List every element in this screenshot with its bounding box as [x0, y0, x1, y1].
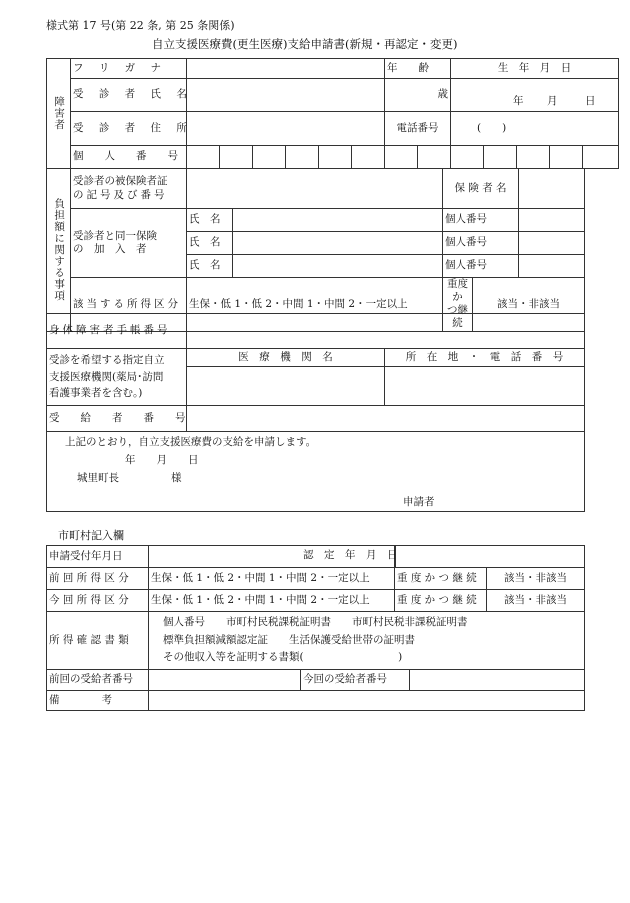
member-name-label: 氏 名: [187, 232, 233, 255]
furigana-label: フ リ ガ ナ: [71, 59, 187, 79]
member-mynumber-field[interactable]: [519, 209, 585, 232]
techo-label: 身体障害者手帳番号: [47, 314, 187, 349]
mynumber-digit[interactable]: [517, 146, 550, 169]
same-insurance-label: [71, 209, 187, 278]
declaration-to: 城里町長: [77, 472, 119, 484]
recipient-number-label: 受 給 者 番 号: [47, 406, 187, 432]
same-line1: 受診者と同一保険: [73, 229, 157, 242]
application-table: [46, 58, 619, 169]
member-mynumber-field[interactable]: [519, 232, 585, 255]
municipal-table: [46, 545, 585, 711]
member-mynumber-label: 個人番号: [443, 209, 519, 232]
income-docs-label: 所 得 確 認 書 類: [47, 612, 149, 670]
member-mynumber-field[interactable]: [519, 255, 585, 278]
income-category-options[interactable]: 生保・低 1・低 2・中間 1・中間 2・一定以上: [187, 278, 443, 332]
member-name-field[interactable]: [233, 209, 443, 232]
curr-income-label: 今 回 所 得 区 分: [47, 590, 149, 612]
mynumber-digit[interactable]: [319, 146, 352, 169]
declaration-date[interactable]: 年 月 日: [125, 454, 199, 466]
prev-severe-options[interactable]: 該当・非該当: [487, 568, 585, 590]
birthdate-label: 生 年 月 日: [451, 59, 619, 79]
mynumber-digit[interactable]: [484, 146, 517, 169]
mynumber-digit[interactable]: [583, 146, 619, 169]
member-name-field[interactable]: [233, 232, 443, 255]
birthdate-field[interactable]: [451, 79, 619, 112]
remarks-field[interactable]: [149, 691, 585, 711]
declaration-sama: 様: [171, 472, 182, 484]
birth-year: 年: [513, 95, 524, 107]
mynumber-digit[interactable]: [286, 146, 319, 169]
member-mynumber-label: 個人番号: [443, 232, 519, 255]
patient-address-label: 受 診 者 住 所: [71, 112, 187, 146]
mynumber-digit[interactable]: [385, 146, 418, 169]
facility-table: [46, 313, 585, 512]
mynumber-digit[interactable]: [187, 146, 220, 169]
insurer-field[interactable]: [519, 169, 585, 209]
mynumber-digit[interactable]: [253, 146, 286, 169]
prev-income-options[interactable]: 生保・低 1・低 2・中間 1・中間 2・一定以上: [149, 568, 395, 590]
approved-divider: [395, 545, 396, 567]
phone-paren: ( ): [477, 121, 507, 134]
mynumber-digit[interactable]: [352, 146, 385, 169]
prev-recipient-no-field[interactable]: [149, 670, 301, 691]
birth-day: 日: [585, 95, 596, 107]
facility-line1: 受診を希望する指定自立: [49, 353, 165, 366]
birth-month: 月: [547, 95, 558, 107]
income-docs-list[interactable]: [149, 612, 585, 670]
insured-line1: 受診者の被保険者証: [73, 175, 168, 188]
patient-section-label: 障害者: [47, 59, 71, 169]
curr-recipient-no-label: 今回の受給者番号: [303, 673, 387, 686]
member-name-field[interactable]: [233, 255, 443, 278]
facility-name-header: 医 療 機 関 名: [187, 349, 385, 367]
curr-severe-options[interactable]: 該当・非該当: [487, 590, 585, 612]
member-name-label: 氏 名: [187, 209, 233, 232]
age-field[interactable]: 歳: [385, 79, 451, 112]
divider: [409, 670, 410, 690]
phone-label: 電話番号: [385, 112, 451, 146]
facility-address-field[interactable]: [385, 367, 585, 406]
facility-label: [47, 349, 187, 406]
patient-address-field[interactable]: [187, 112, 385, 146]
mynumber-digit[interactable]: [418, 146, 451, 169]
insurer-label: 保 険 者 名: [443, 169, 519, 209]
same-line2: の 加 入 者: [73, 243, 147, 255]
received-date-label: 申請受付年月日: [47, 546, 149, 568]
furigana-field[interactable]: [187, 59, 385, 79]
income-category-label: 該当する所得区分: [71, 278, 187, 332]
insured-card-field[interactable]: [187, 169, 443, 209]
patient-name-field[interactable]: [187, 79, 385, 112]
docs-line1: 個人番号 市町村民税課税証明書 市町村民税非課税証明書: [163, 615, 468, 628]
municipal-heading: 市町村記入欄: [58, 529, 124, 542]
severe-applicable-options[interactable]: 該当・非該当: [473, 278, 585, 332]
curr-income-options[interactable]: 生保・低 1・低 2・中間 1・中間 2・一定以上: [149, 590, 395, 612]
facility-address-header: 所 在 地 ・ 電 話 番 号: [385, 349, 585, 367]
declaration-box: [47, 432, 585, 512]
member-name-label: 氏 名: [187, 255, 233, 278]
mynumber-digit[interactable]: [451, 146, 484, 169]
severe-line1: 重度か: [447, 278, 469, 304]
mynumber-digit[interactable]: [550, 146, 583, 169]
mynumber-digit[interactable]: [220, 146, 253, 169]
docs-line3: その他収入等を証明する書類( ): [163, 651, 403, 664]
facility-line2: 支援医療機関(薬局･訪問: [49, 370, 164, 383]
facility-line3: 看護事業者を含む。): [49, 387, 143, 400]
severe-line2: つ継続: [447, 304, 469, 330]
prev-income-label: 前 回 所 得 区 分: [47, 568, 149, 590]
burden-section-label: 負担額に関する事項: [47, 169, 71, 332]
curr-severe-label: 重 度 か つ 継 続: [395, 590, 487, 612]
burden-table: [46, 168, 585, 332]
docs-line2: 標準負担額減額認定証 生活保護受給世帯の証明書: [163, 633, 415, 646]
mynumber-label: 個 人 番 号: [71, 146, 187, 169]
approved-date-text: 認 定 年 月 日: [303, 549, 398, 561]
prev-severe-label: 重 度 か つ 継 続: [395, 568, 487, 590]
insured-card-label: [71, 169, 187, 209]
member-mynumber-label: 個人番号: [443, 255, 519, 278]
recipient-number-field[interactable]: [187, 406, 585, 432]
applicant-label: 申請者: [403, 496, 435, 508]
patient-name-label: 受 診 者 氏 名: [71, 79, 187, 112]
phone-field[interactable]: [451, 112, 619, 146]
curr-recipient-no-cell[interactable]: [301, 670, 585, 691]
approved-date-field[interactable]: [303, 546, 585, 568]
declaration-text: 上記のとおり，自立支援医療費の支給を申請します。: [65, 436, 317, 448]
insured-line2: の記号及び番号: [73, 188, 168, 201]
prev-recipient-no-label: 前回の受給者番号: [47, 670, 149, 691]
age-label: 年 齢: [385, 59, 451, 79]
form-number: 様式第 17 号(第 22 条, 第 25 条関係): [46, 19, 235, 32]
facility-name-field[interactable]: [187, 367, 385, 406]
form-title: 自立支援医療費(更生医療)支給申請書(新規・再認定・変更): [152, 37, 458, 51]
techo-field[interactable]: [187, 314, 585, 349]
remarks-label: 備 考: [47, 691, 149, 711]
